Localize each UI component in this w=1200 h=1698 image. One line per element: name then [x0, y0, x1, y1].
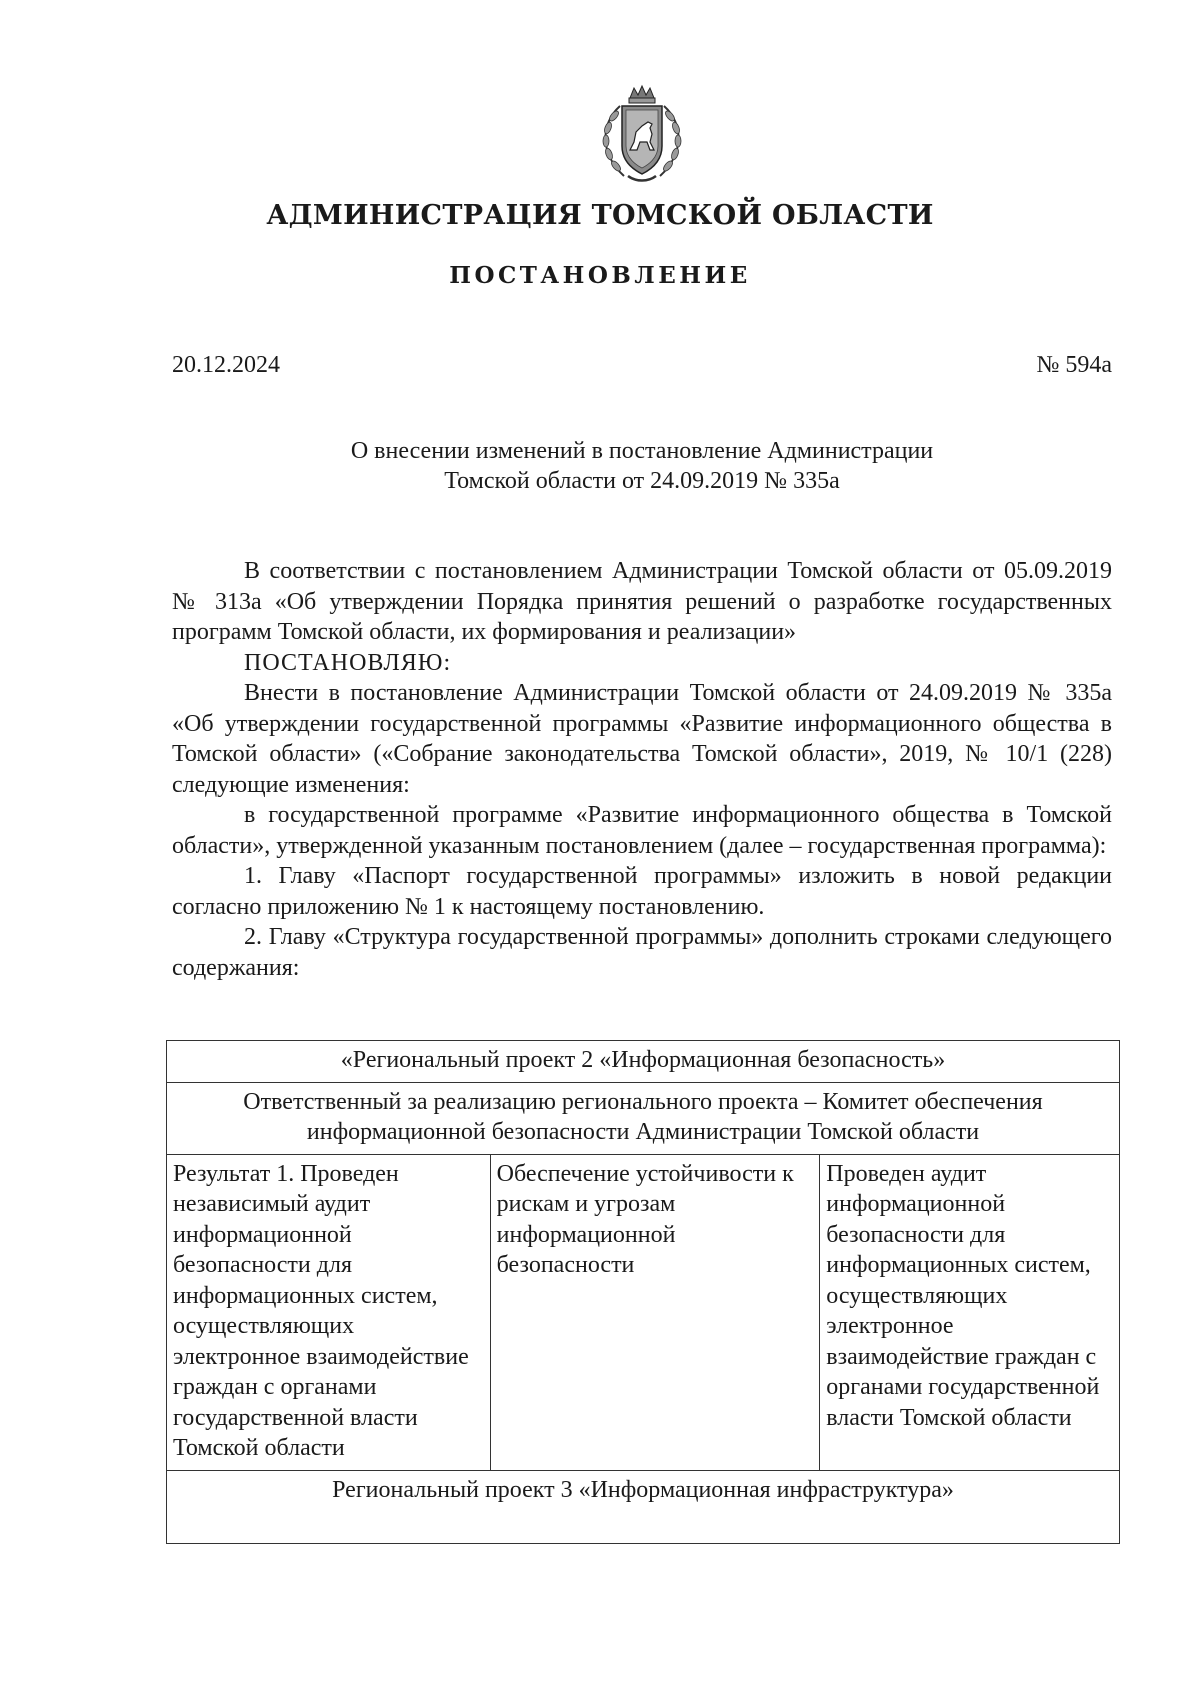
- table-row: [167, 1041, 1120, 1083]
- document-body: [172, 556, 1112, 983]
- table-row: [167, 1082, 1120, 1154]
- paragraph-amend: Внести в постановление Администрации Томской области от 24.09.2019 № 335а «Об утверждении государственной программы «Развитие информационного общества в Томской области» («Собрание законодательства Томской области», 2019, № 10/1 (228) следующие изменения:: [172, 680, 1112, 798]
- organization-title: АДМИНИСТРАЦИЯ ТОМСКОЙ ОБЛАСТИ: [266, 200, 934, 231]
- responsible-cell: Ответственный за реализацию регионального проекта – Комитет обеспечения информационной безопасности Администрации Томской области: [167, 1082, 1120, 1154]
- document-number: № 594а: [1036, 352, 1112, 378]
- result-cell: Результат 1. Проведен независимый аудит информационной безопасности для информационных систем, осуществляющих электронное взаимодействие граждан с органами государственной власти Томской области: [167, 1154, 491, 1470]
- table-row: [167, 1154, 1120, 1470]
- paragraph-resolve: ПОСТАНОВЛЯЮ:: [244, 649, 452, 676]
- paragraph-item-1: 1. Главу «Паспорт государственной программы» изложить в новой редакции согласно приложению № 1 к настоящему постановлению.: [172, 863, 1112, 920]
- table-row: [167, 1470, 1120, 1543]
- project-3-title-cell: Региональный проект 3 «Информационная инфраструктура»: [167, 1470, 1120, 1543]
- goal-cell: Обеспечение устойчивости к рискам и угрозам информационной безопасности: [490, 1154, 820, 1470]
- program-structure-table: [166, 1040, 1120, 1544]
- effect-cell: Проведен аудит информационной безопасности для информационных систем, осуществляющих электронное взаимодействие граждан с органами государственной власти Томской области: [820, 1154, 1120, 1470]
- paragraph-item-2: 2. Главу «Структура государственной программы» дополнить строками следующего содержания:: [172, 924, 1112, 981]
- document-subject: [172, 436, 1112, 496]
- document-type-heading: ПОСТАНОВЛЕНИЕ: [449, 262, 751, 289]
- paragraph-basis: В соответствии с постановлением Администрации Томской области от 05.09.2019 № 313а «Об утверждении Порядка принятия решений о разработке государственных программ Томской области, их формирования и реализации»: [172, 558, 1112, 645]
- project-2-title-cell: «Региональный проект 2 «Информационная безопасность»: [167, 1041, 1120, 1083]
- subject-line-1: О внесении изменений в постановление Администрации: [350, 438, 934, 464]
- document-date: 20.12.2024: [172, 352, 280, 378]
- paragraph-program: в государственной программе «Развитие информационного общества в Томской области», утвержденной указанным постановлением (далее – государственная программа):: [172, 802, 1112, 859]
- subject-line-2: Томской области от 24.09.2019 № 335а: [444, 468, 840, 494]
- tomsk-coat-of-arms-emblem: [590, 84, 694, 188]
